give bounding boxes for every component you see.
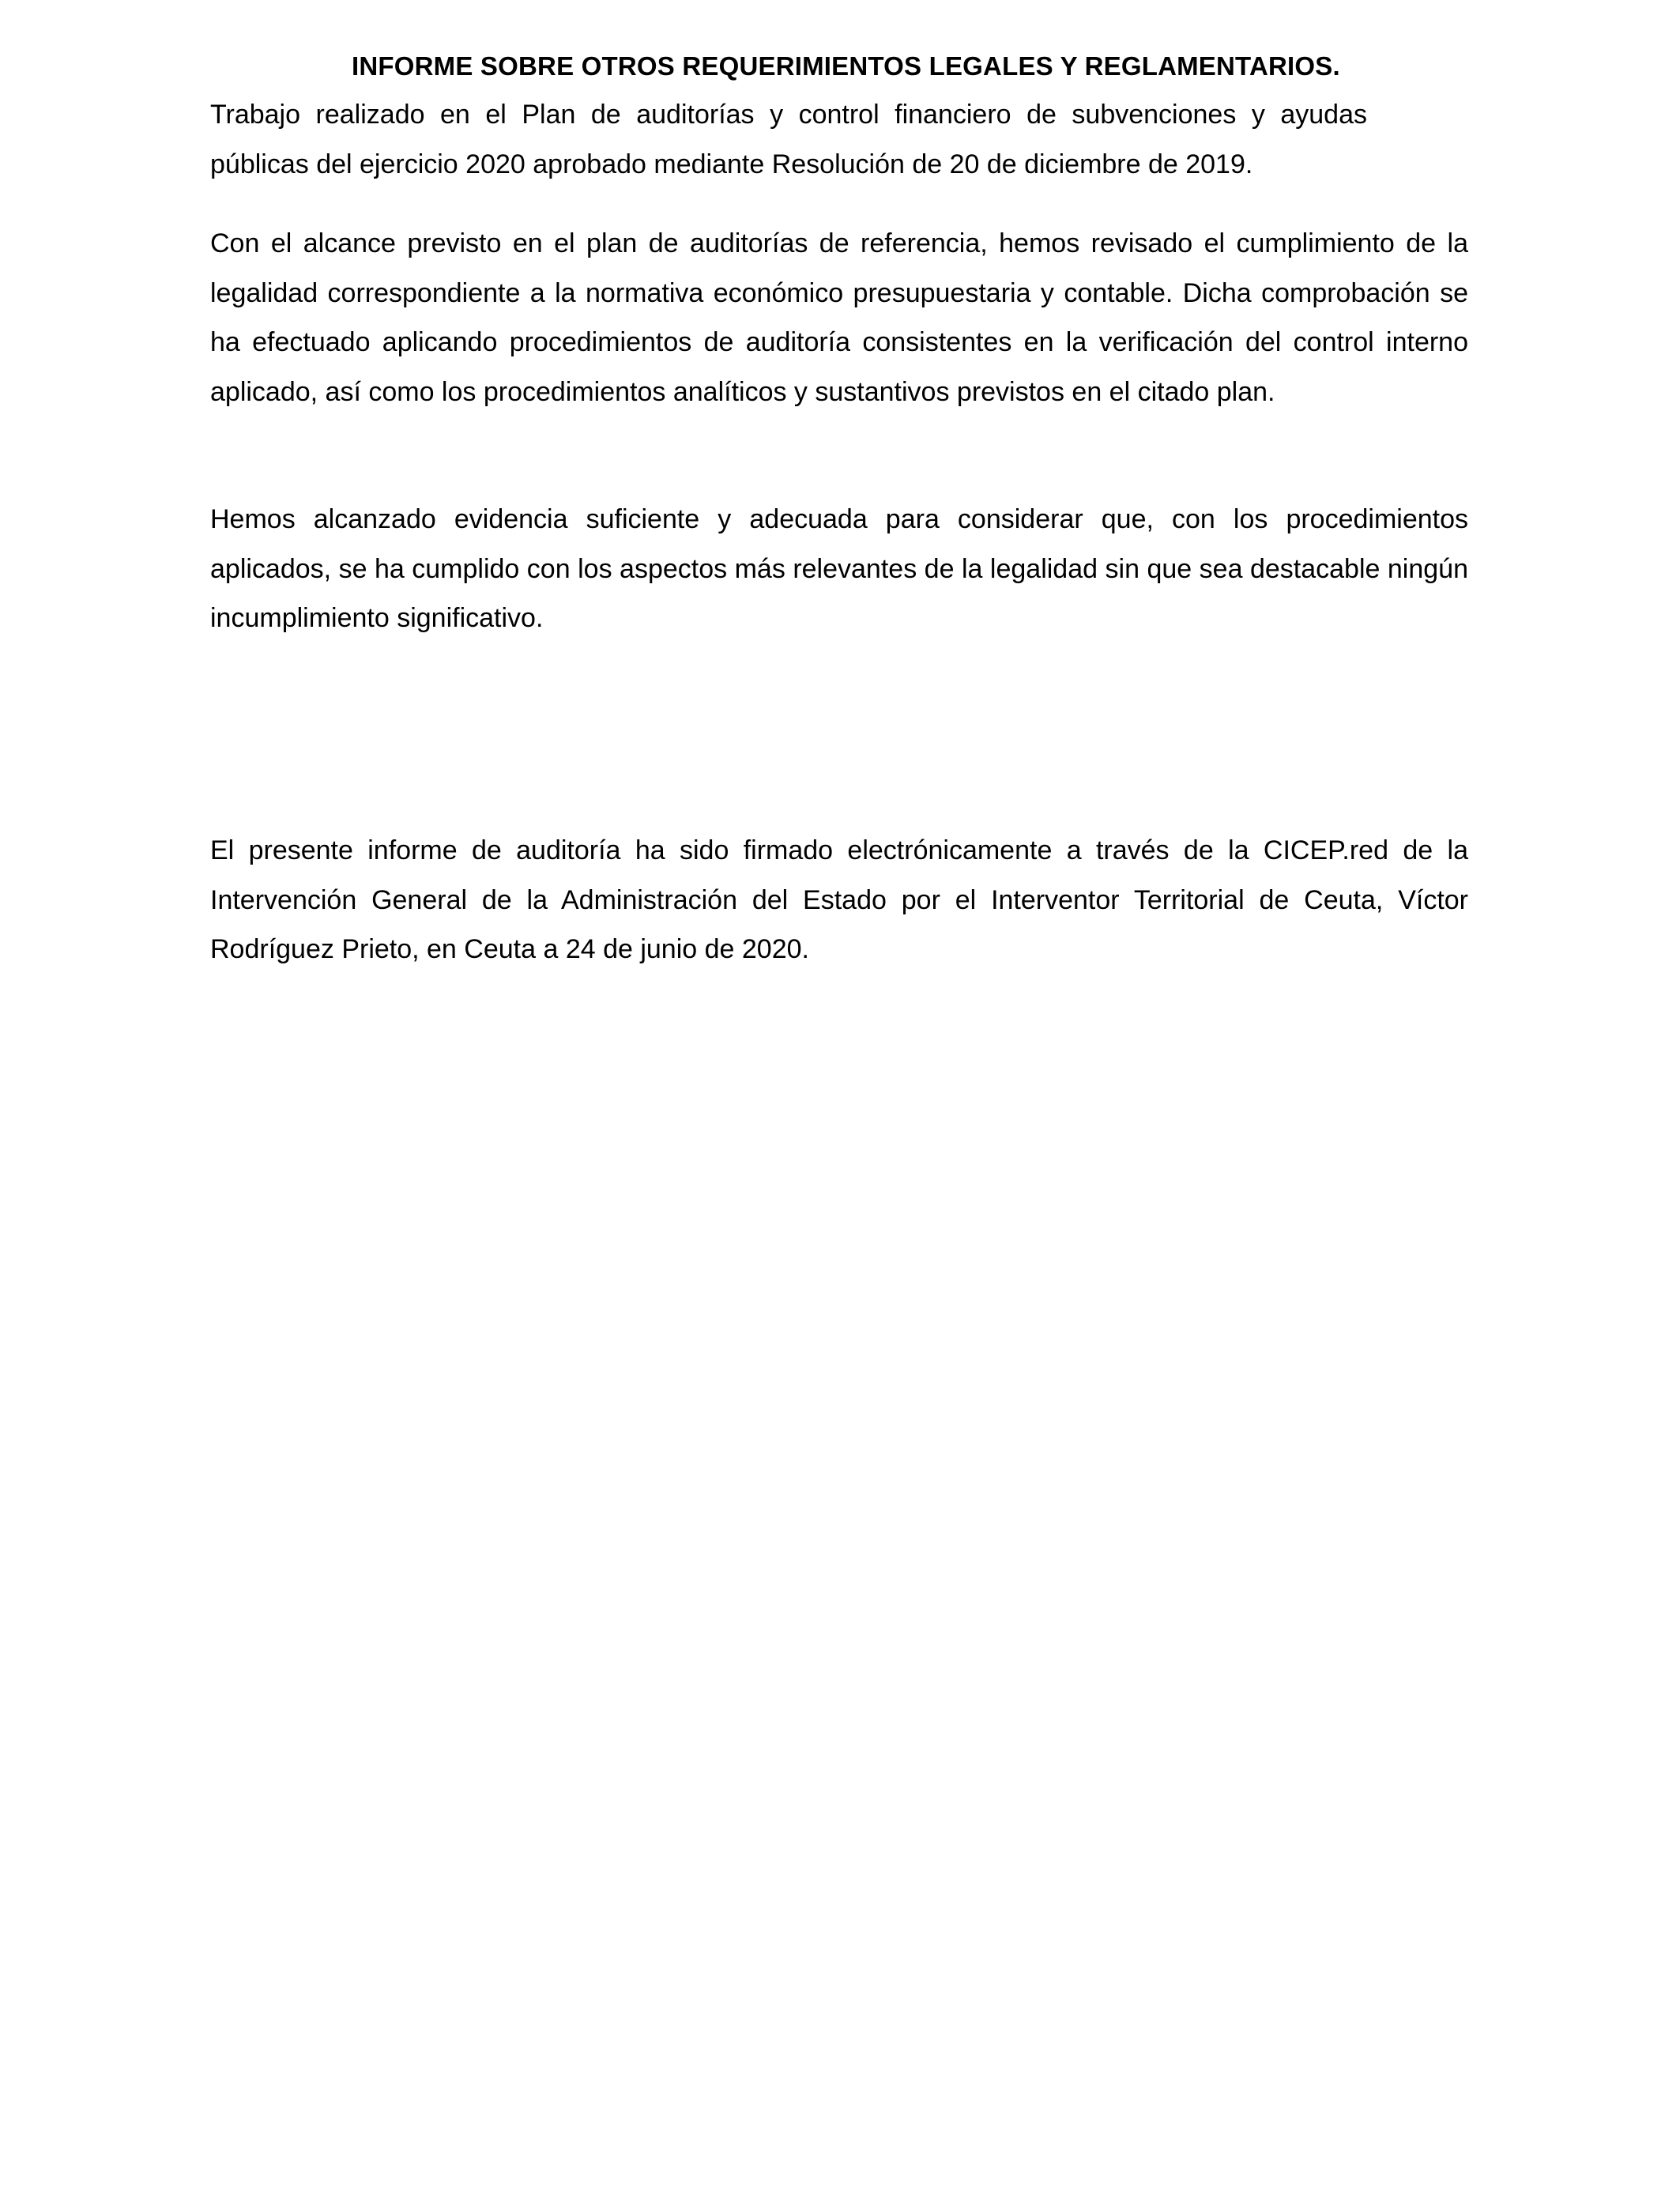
paragraph-signature: El presente informe de auditoría ha sido firmado electrónicamente a través de la CICEP.red de la Intervención General de la Administración del Estado por el Interventor Territorial de Ceuta, Víctor Rodríguez Prieto, en Ceuta a 24 de junio de 2020. — [210, 835, 1468, 964]
paragraph-scope: Trabajo realizado en el Plan de auditorías y control financiero de subvenciones y ayudas públicas del ejercicio 2020 aprobado mediante Resolución de 20 de diciembre de 2019. — [210, 100, 1367, 179]
document-title: INFORME SOBRE OTROS REQUERIMIENTOS LEGALES Y REGLAMENTARIOS. — [352, 51, 1340, 81]
paragraph-review: Con el alcance previsto en el plan de auditorías de referencia, hemos revisado el cumplimiento de la legalidad correspondiente a la normativa económico presupuestaria y contable. Dicha comprobación se ha efectuado aplicando procedimientos de auditoría consistentes en la verificación del control interno aplicado, así como los procedimientos analíticos y sustantivos previstos en el citado plan. — [210, 228, 1468, 407]
paragraph-conclusion: Hemos alcanzado evidencia suficiente y adecuada para considerar que, con los procedimientos aplicados, se ha cumplido con los aspectos más relevantes de la legalidad sin que sea destacable ningún incumplimiento significativo. — [210, 504, 1468, 633]
